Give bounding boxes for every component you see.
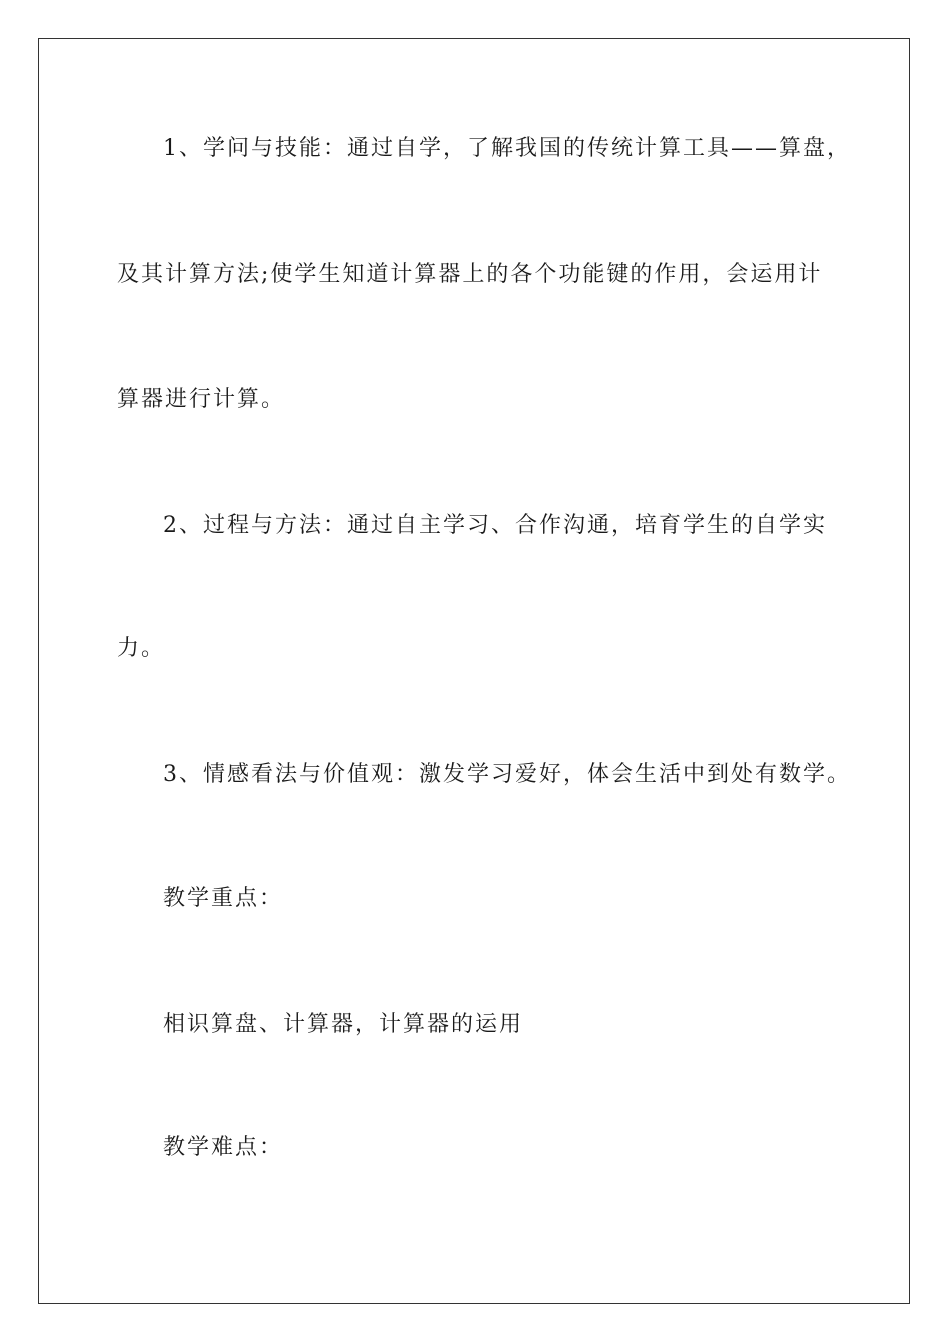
objective-3-line: 3、情感看法与价值观：激发学习爱好，体会生活中到处有数学。 bbox=[163, 762, 851, 787]
difficult-points-heading: 教学难点： bbox=[163, 1135, 284, 1160]
objective-2-line-1: 2、过程与方法：通过自主学习、合作沟通，培育学生的自学实 bbox=[163, 513, 827, 538]
objective-1-line-2: 及其计算方法;使学生知道计算器上的各个功能键的作用，会运用计 bbox=[117, 262, 823, 287]
objective-1-line-1: 1、学问与技能：通过自学，了解我国的传统计算工具——算盘， bbox=[163, 136, 851, 161]
key-points-heading: 教学重点： bbox=[163, 886, 284, 911]
key-points-content: 相识算盘、计算器，计算器的运用 bbox=[163, 1012, 524, 1037]
objective-2-line-2: 力。 bbox=[117, 636, 166, 661]
page-border bbox=[38, 38, 910, 1304]
objective-1-line-3: 算器进行计算。 bbox=[117, 387, 286, 412]
